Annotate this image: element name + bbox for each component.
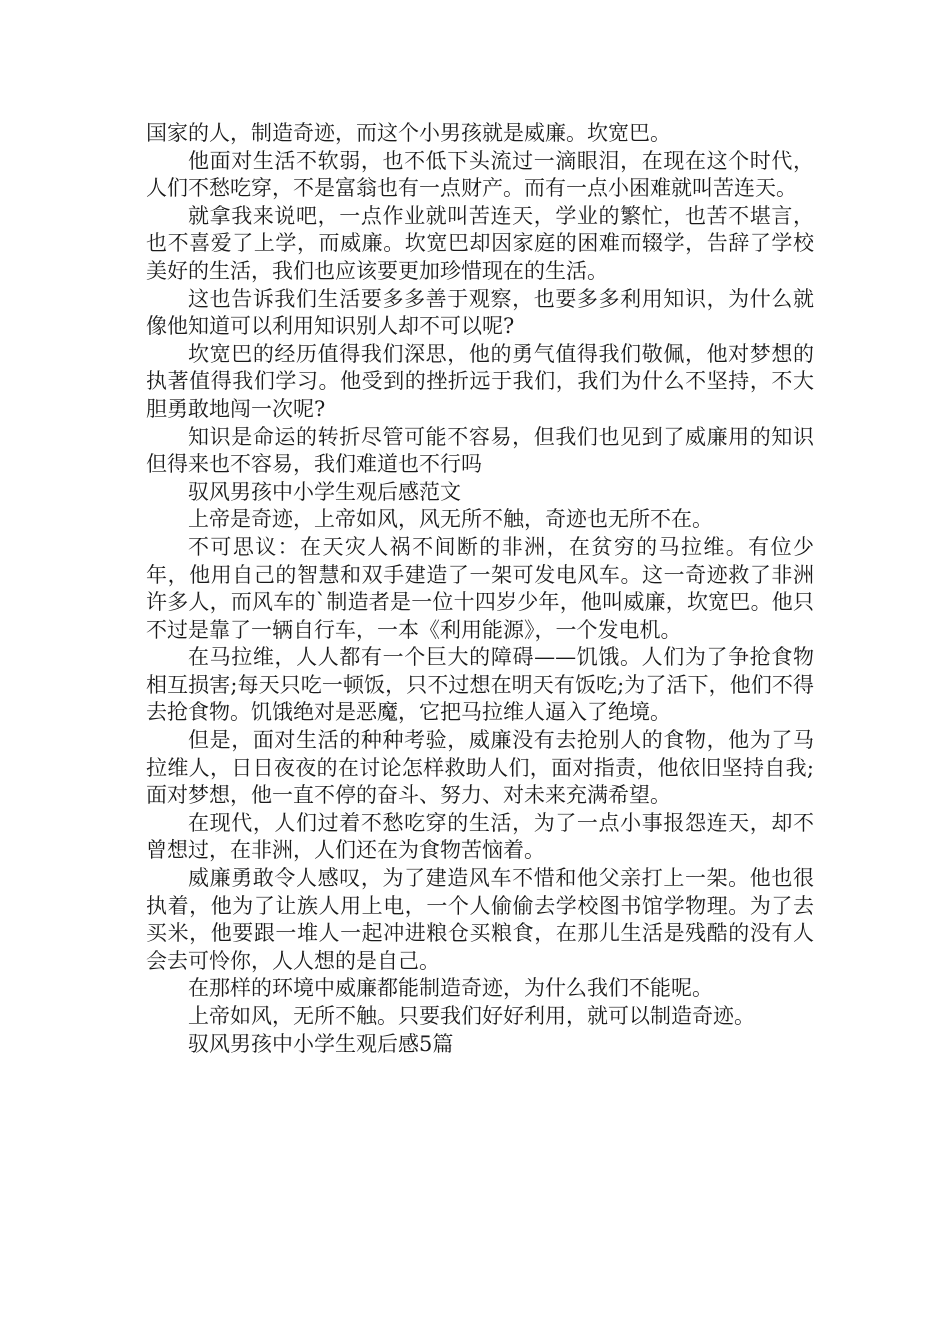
- paragraph: 在那样的环境中威廉都能制造奇迹，为什么我们不能呢。: [188, 976, 713, 1001]
- paragraph: 威廉勇敢令人感叹，为了建造风车不惜和他父亲打上一架。他也很执着，他为了让族人用上电，一个人偷偷去学校图书馆学物理。为了去买米，他要跟一堆人一起冲进粮仓买粮食，在那儿生活是残酷的没有人会去可怜你，人人想的是自己。: [146, 866, 814, 973]
- paragraph: 他面对生活不软弱，也不低下头流过一滴眼泪，在现在这个时代，人们不愁吃穿，不是富翁也有一点财产。而有一点小困难就叫苦连天。: [146, 148, 814, 201]
- paragraph: 坎宽巴的经历值得我们深思，他的勇气值得我们敬佩，他对梦想的执著值得我们学习。他受到的挫折远于我们，我们为什么不坚持，不大胆勇敢地闯一次呢?: [146, 341, 814, 421]
- paragraph: 上帝是奇迹，上帝如风，风无所不触，奇迹也无所不在。: [188, 507, 713, 532]
- section-title: 驭风男孩中小学生观后感范文: [188, 479, 461, 504]
- paragraph-continuation: 国家的人，制造奇迹，而这个小男孩就是威廉。坎宽巴。: [146, 121, 671, 145]
- paragraph: 就拿我来说吧，一点作业就叫苦连天，学业的繁忙，也苦不堪言，也不喜爱了上学，而威廉。坎宽巴却因家庭的困难而辍学，告辞了学校美好的生活，我们也应该要更加珍惜现在的生活。: [146, 203, 814, 283]
- paragraph: 上帝如风，无所不触。只要我们好好利用，就可以制造奇迹。: [188, 1004, 755, 1028]
- paragraph: 知识是命运的转折尽管可能不容易，但我们也见到了威廉用的知识但得来也不容易，我们难道也不行吗: [146, 424, 814, 477]
- paragraph: 不可思议：在天灾人祸不间断的非洲，在贫穷的马拉维。有位少年，他用自己的智慧和双手建造了一架可发电风车。这一奇迹救了非洲许多人，而风车的`制造者是一位十四岁少年，他叫威廉，坎宽巴。他只不过是靠了一辆自行车，一本《利用能源》，一个发电机。: [146, 534, 814, 642]
- paragraph: 这也告诉我们生活要多多善于观察，也要多多利用知识，为什么就像他知道可以利用知识别人却不可以呢?: [146, 286, 814, 339]
- paragraph: 在马拉维，人人都有一个巨大的障碍——饥饿。人们为了争抢食物相互损害;每天只吃一顿饭，只不过想在明天有饭吃;为了活下，他们不得去抢食物。饥饿绝对是恶魔，它把马拉维人逼入了绝境。: [146, 645, 814, 725]
- document-body: [146, 120, 814, 1058]
- paragraph: 在现代，人们过着不愁吃穿的生活，为了一点小事报怨连天，却不曾想过，在非洲，人们还在为食物苦恼着。: [146, 810, 814, 863]
- paragraph: 但是，面对生活的种种考验，威廉没有去抢别人的食物，他为了马拉维人，日日夜夜的在讨论怎样救助人们，面对指责，他依旧坚持自我;面对梦想，他一直不停的奋斗、努力、对未来充满希望。: [146, 728, 814, 808]
- section-title: 驭风男孩中小学生观后感5篇: [188, 1031, 454, 1056]
